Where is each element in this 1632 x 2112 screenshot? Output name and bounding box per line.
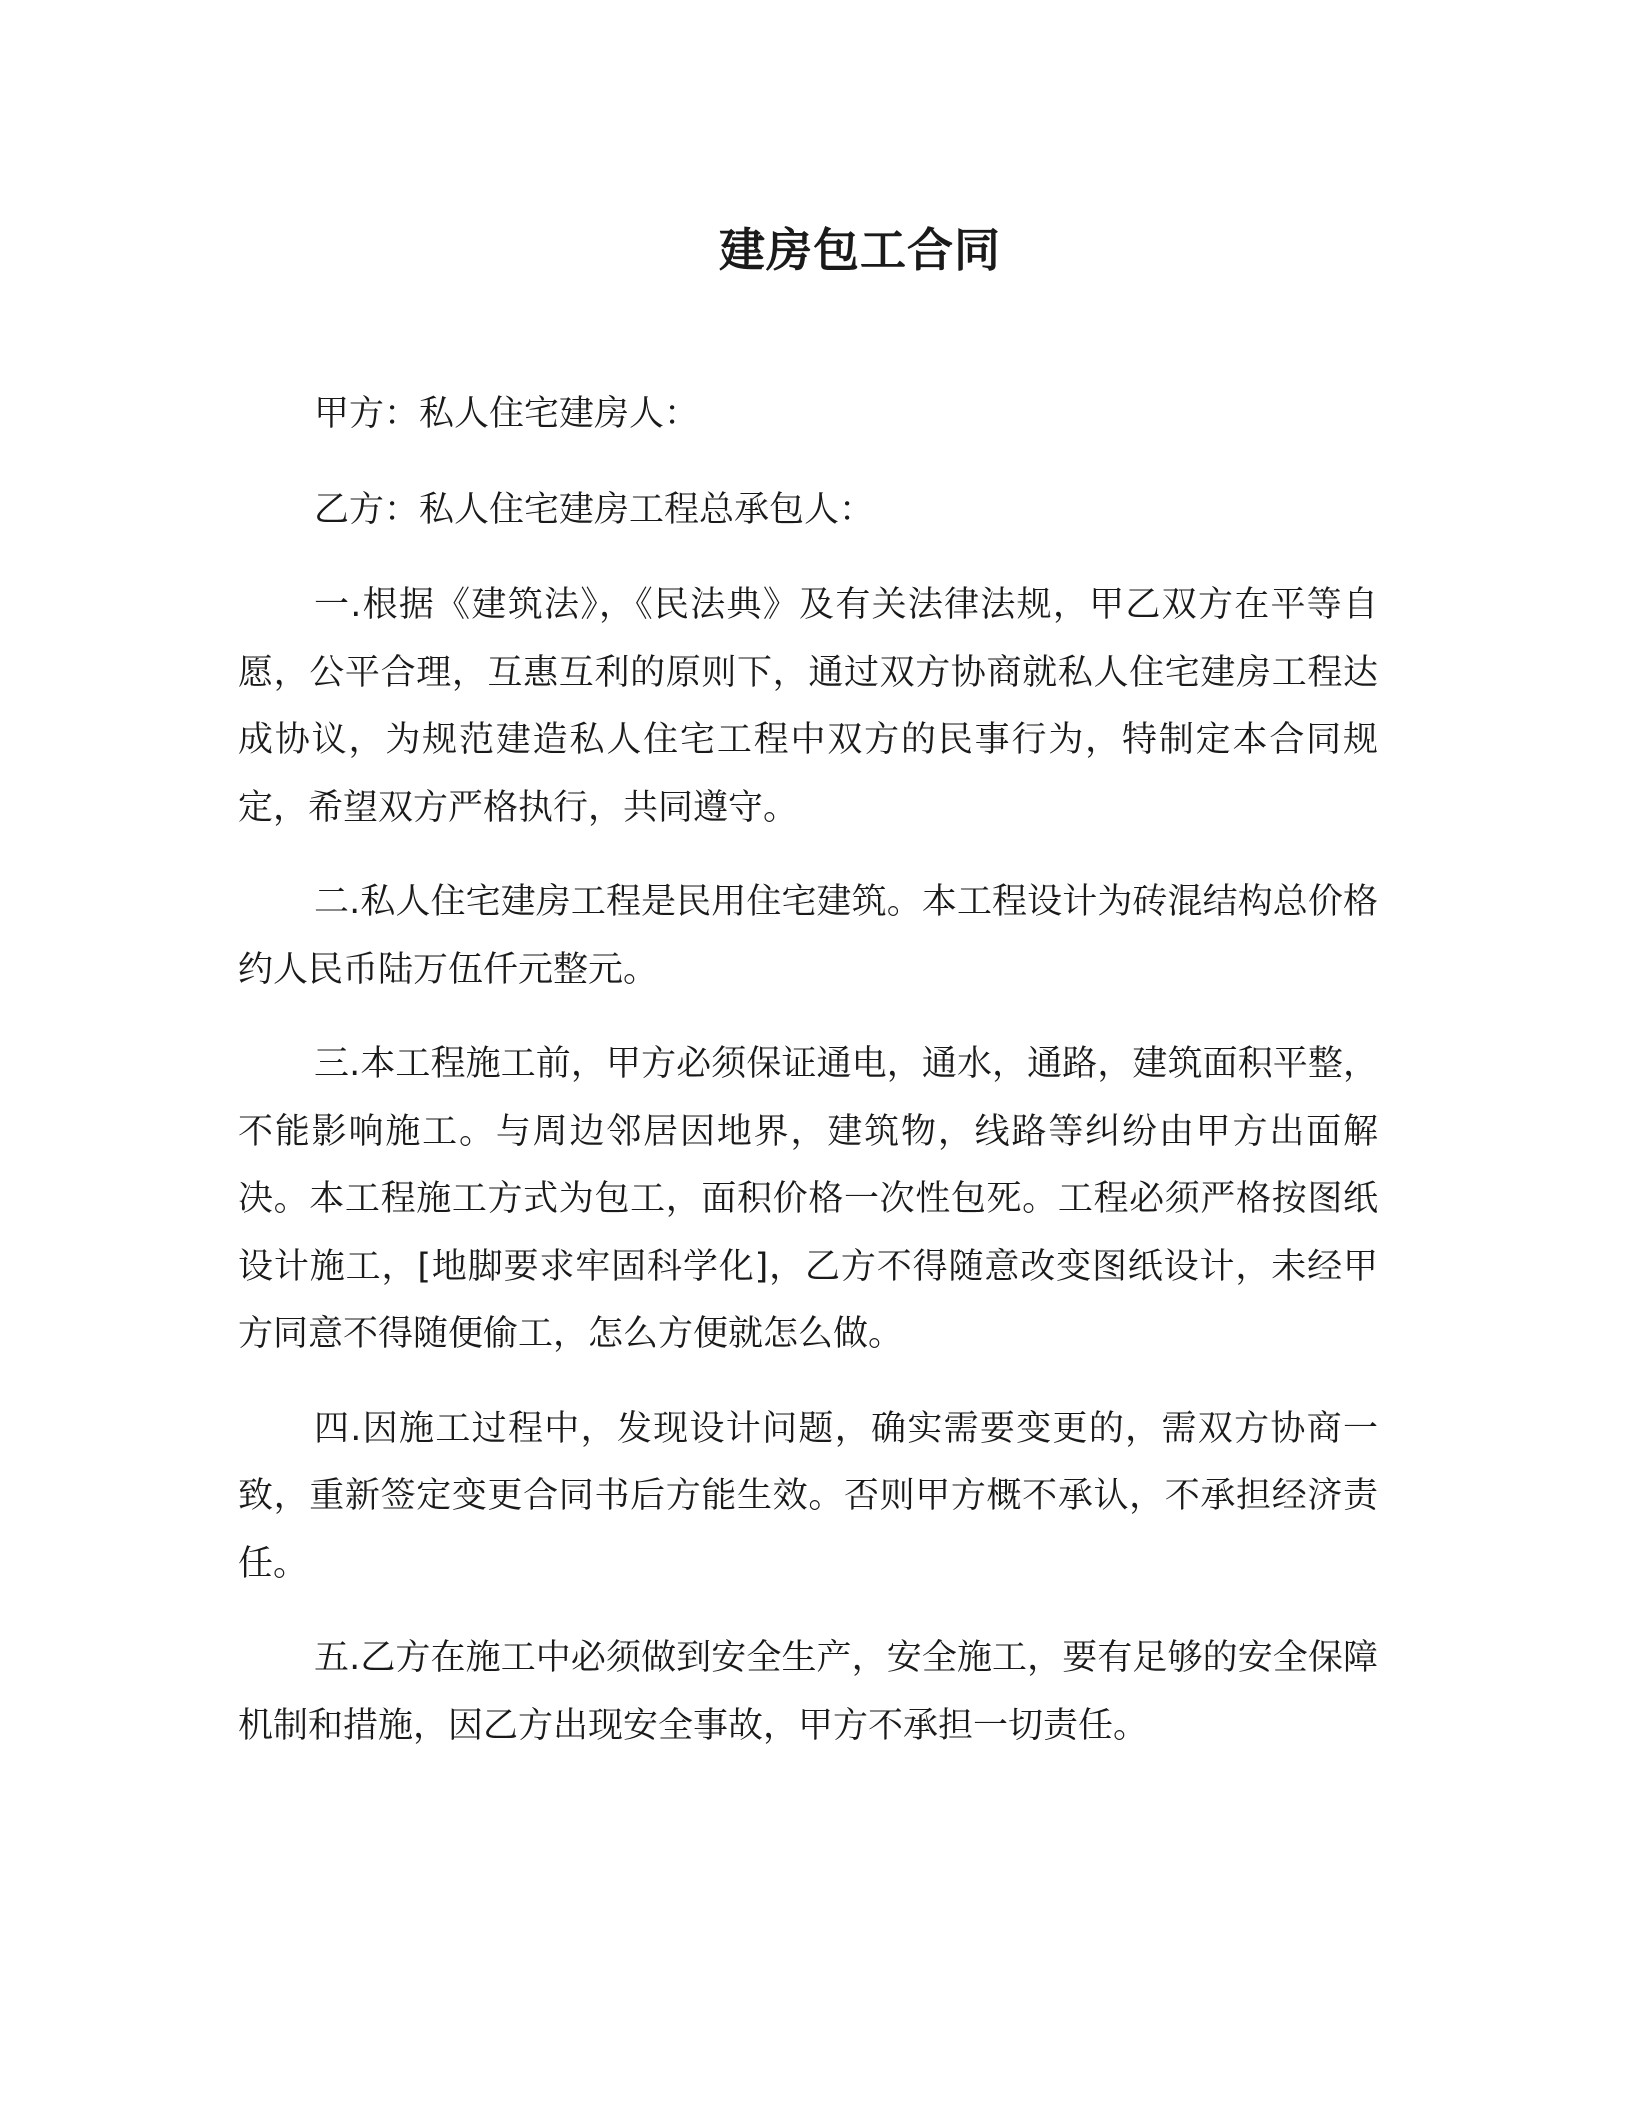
clause-2: 二.私人住宅建房工程是民用住宅建筑。本工程设计为砖混结构总价格约人民币陆万伍仟元整元。: [238, 882, 1378, 990]
clause-1: 一.根据《建筑法》，《民法典》及有关法律法规，甲乙双方在平等自愿，公平合理，互惠互利的原则下，通过双方协商就私人住宅建房工程达成协议，为规范建造私人住宅工程中双方的民事行为，特制定本合同规定，希望双方严格执行，共同遵守。: [238, 585, 1378, 828]
clause-3: 三.本工程施工前，甲方必须保证通电，通水，通路，建筑面积平整，不能影响施工。与周边邻居因地界，建筑物，线路等纠纷由甲方出面解决。本工程施工方式为包工，面积价格一次性包死。工程必须严格按图纸设计施工，[地脚要求牢固科学化]，乙方不得随意改变图纸设计，未经甲方同意不得随便偷工，怎么方便就怎么做。: [238, 1044, 1378, 1354]
clause-4: 四.因施工过程中，发现设计问题，确实需要变更的，需双方协商一致，重新签定变更合同书后方能生效。否则甲方概不承认，不承担经济责任。: [238, 1408, 1378, 1584]
document-title: 建房包工合同: [719, 223, 1001, 277]
party-b-line: 乙方：私人住宅建房工程总承包人：: [314, 490, 875, 530]
party-a-line: 甲方：私人住宅建房人：: [314, 394, 700, 434]
clause-5: 五.乙方在施工中必须做到安全生产，安全施工，要有足够的安全保障机制和措施，因乙方出现安全事故，甲方不承担一切责任。: [238, 1638, 1378, 1746]
document-body: [238, 380, 1378, 1787]
